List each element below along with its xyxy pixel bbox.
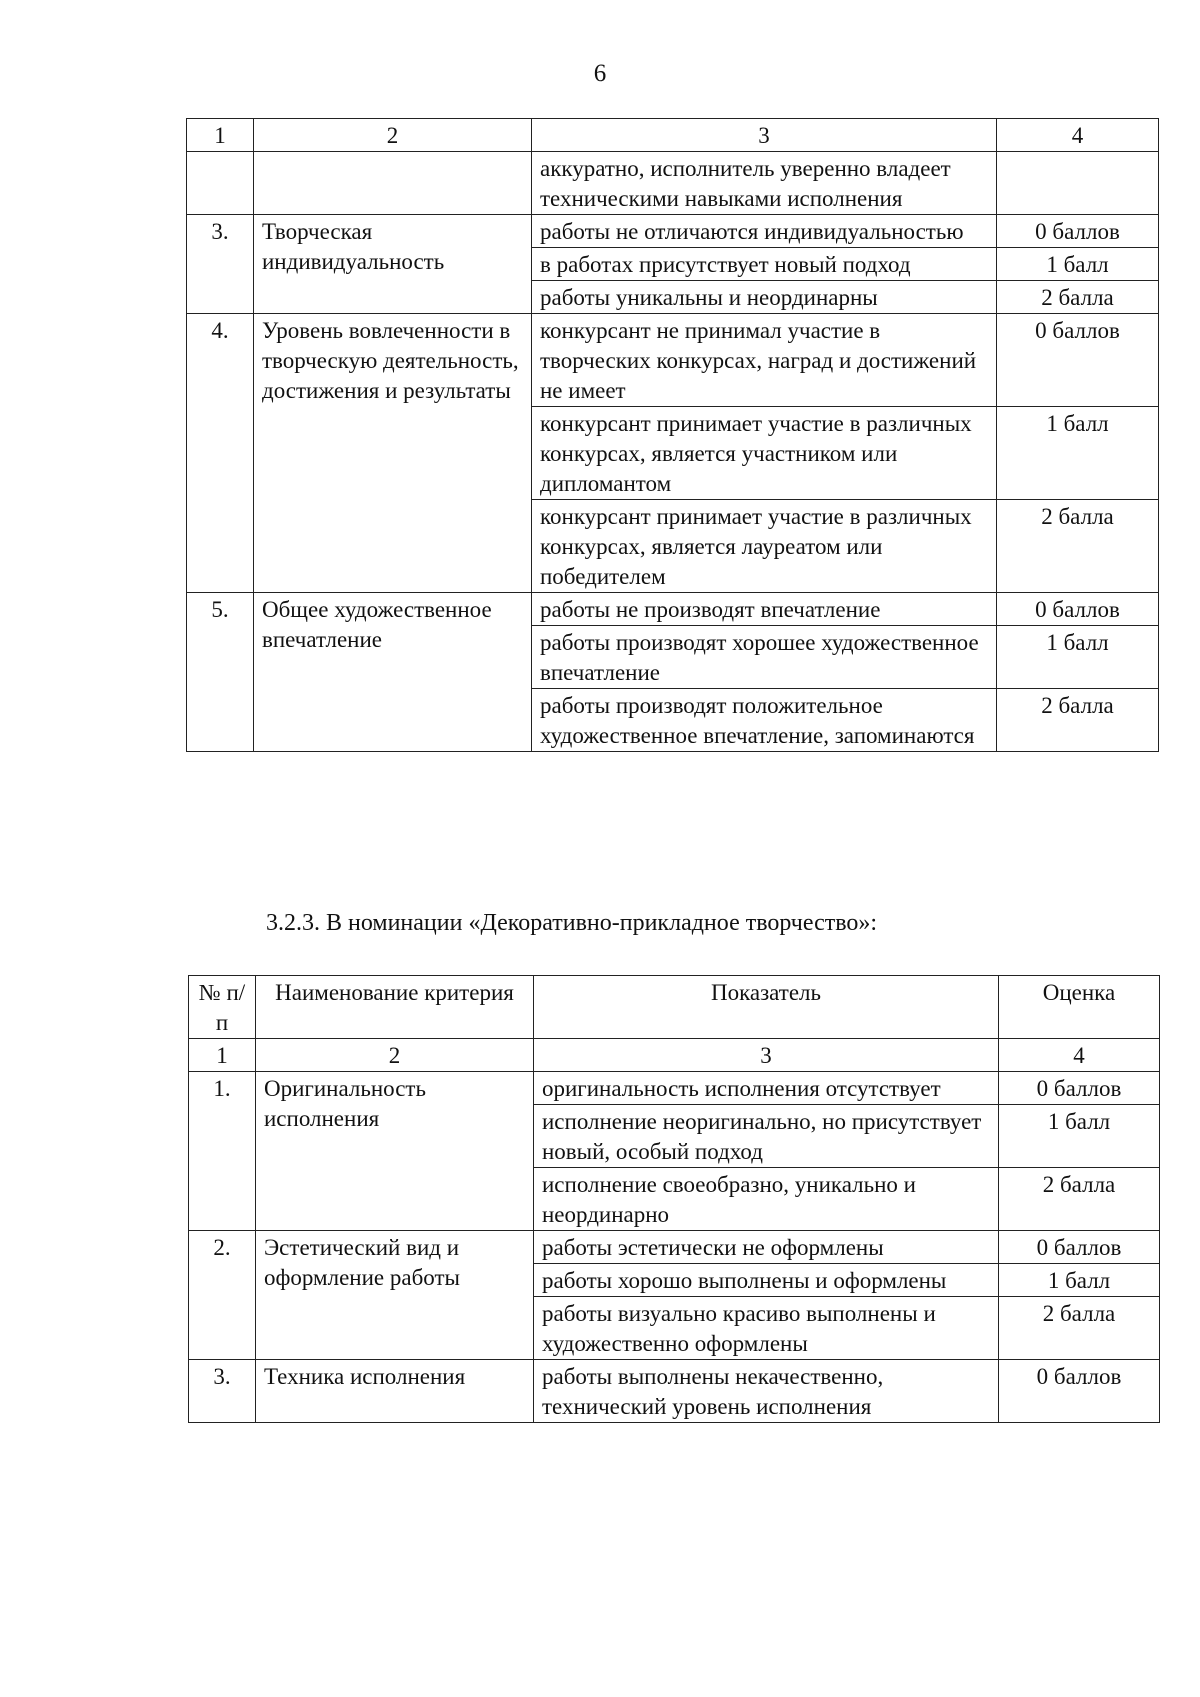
indicator-text: оригинальность исполнения отсутствует [534,1072,999,1105]
score: 2 балла [997,689,1159,752]
indicator-text: работы хорошо выполнены и оформлены [534,1264,999,1297]
criteria-table-decorative [188,975,1160,1423]
criterion-name: Оригинальность исполнения [256,1072,534,1231]
table-row [187,215,1159,248]
indicator-text: работы не производят впечатление [532,593,997,626]
header-indicator: Показатель [534,976,999,1039]
criterion-number: 3. [189,1360,256,1423]
score: 0 баллов [997,593,1159,626]
criteria-table-continued [186,118,1159,752]
score: 0 баллов [999,1231,1160,1264]
criterion-name: Техника исполнения [256,1360,534,1423]
score: 0 баллов [997,215,1159,248]
indicator-text: исполнение неоригинально, но присутствует новый, особый подход [534,1105,999,1168]
indicator-text: конкурсант принимает участие в различных конкурсах, является участником или дипломантом [532,407,997,500]
table-row [189,1231,1160,1264]
section-heading: 3.2.3. В номинации «Декоративно-прикладное творчество»: [266,910,878,936]
indicator-text: исполнение своеобразно, уникально и неординарно [534,1168,999,1231]
score: 2 балла [997,500,1159,593]
page-number: 6 [593,60,607,87]
criterion-name: Уровень вовлеченности в творческую деятельность, достижения и результаты [254,314,532,593]
score: 2 балла [997,281,1159,314]
column-number-row [189,1039,1160,1072]
column-number: 1 [189,1039,256,1072]
score: 1 балл [997,626,1159,689]
score: 1 балл [997,248,1159,281]
criterion-number: 4. [187,314,254,593]
score: 2 балла [999,1168,1160,1231]
table-row [187,152,1159,215]
column-number: 3 [534,1039,999,1072]
table-row [187,593,1159,626]
score: 1 балл [999,1105,1160,1168]
criterion-number: 1. [189,1072,256,1231]
table-row [187,314,1159,407]
column-number: 2 [254,119,532,152]
table-row [189,1360,1160,1423]
score: 0 баллов [999,1360,1160,1423]
table-row [189,1072,1160,1105]
criterion-number: 2. [189,1231,256,1360]
score: 0 баллов [999,1072,1160,1105]
score: 0 баллов [997,314,1159,407]
indicator-text: работы производят положительное художественное впечатление, запоминаются [532,689,997,752]
criterion-name: Эстетический вид и оформление работы [256,1231,534,1360]
indicator-text: работы выполнены некачественно, технический уровень исполнения [534,1360,999,1423]
column-number: 4 [999,1039,1160,1072]
indicator-text: работы эстетически не оформлены [534,1231,999,1264]
indicator-text: в работах присутствует новый подход [532,248,997,281]
score: 1 балл [999,1264,1160,1297]
score: 2 балла [999,1297,1160,1360]
column-number: 1 [187,119,254,152]
indicator-text: работы визуально красиво выполнены и художественно оформлены [534,1297,999,1360]
indicator-text: работы уникальны и неординарны [532,281,997,314]
column-number: 4 [997,119,1159,152]
indicator-text: работы производят хорошее художественное впечатление [532,626,997,689]
criterion-number: 3. [187,215,254,314]
header-score: Оценка [999,976,1160,1039]
indicator-text: работы не отличаются индивидуальностью [532,215,997,248]
header-name: Наименование критерия [256,976,534,1039]
criterion-name: Общее художественное впечатление [254,593,532,752]
score: 1 балл [997,407,1159,500]
header-num: № п/п [189,976,256,1039]
column-number-row [187,119,1159,152]
header-row [189,976,1160,1039]
indicator-text: конкурсант принимает участие в различных конкурсах, является лауреатом или победителем [532,500,997,593]
indicator-text: аккуратно, исполнитель уверенно владеет техническими навыками исполнения [532,152,997,215]
indicator-text: конкурсант не принимал участие в творческих конкурсах, наград и достижений не имеет [532,314,997,407]
column-number: 3 [532,119,997,152]
criterion-number: 5. [187,593,254,752]
criterion-name: Творческая индивидуальность [254,215,532,314]
column-number: 2 [256,1039,534,1072]
